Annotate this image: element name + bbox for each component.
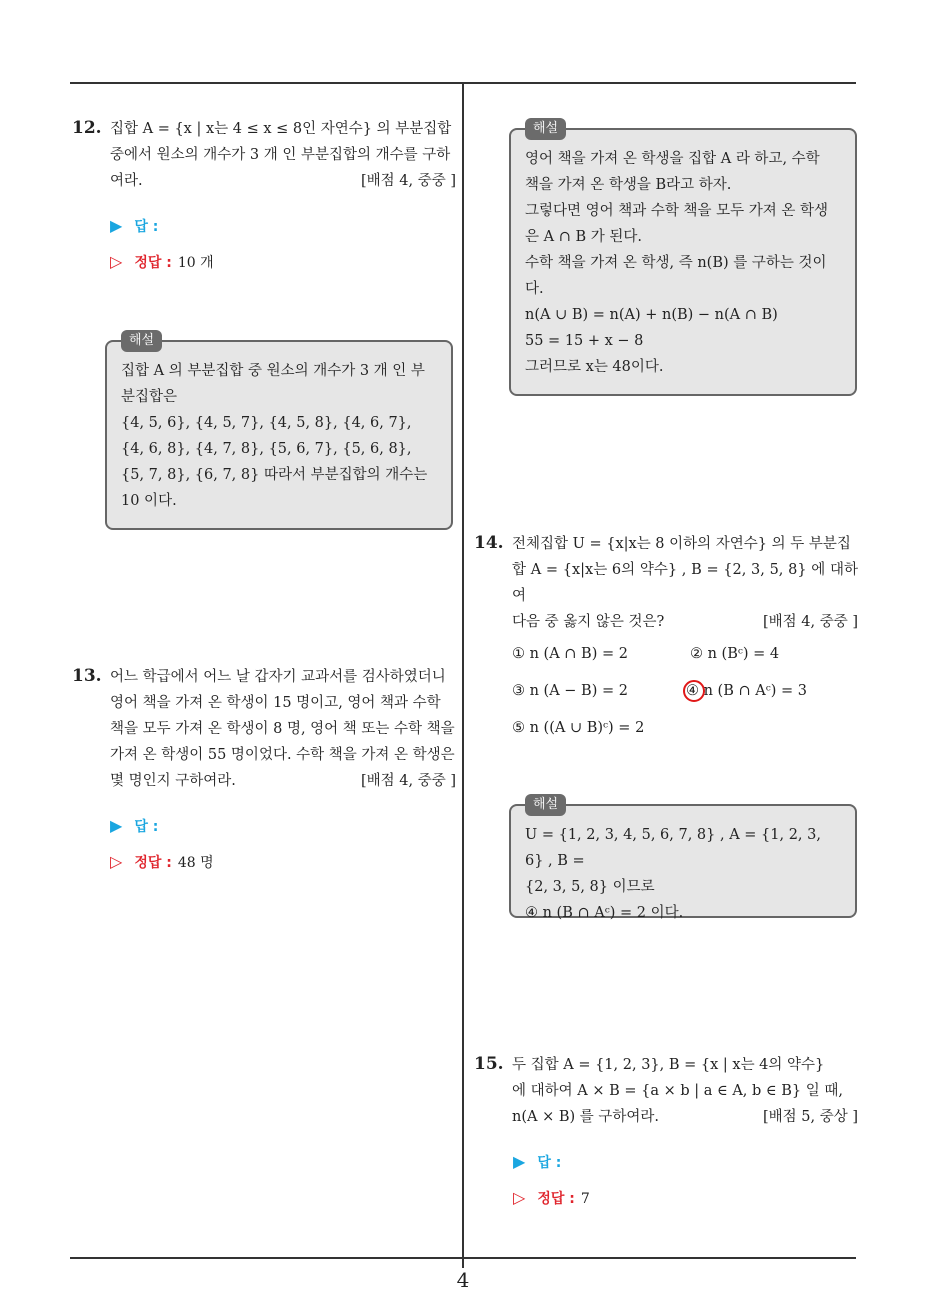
explanation-line: 10 이다. — [121, 493, 177, 509]
score-label: [배점 4, 중중 ] — [360, 173, 456, 189]
problem-text-line: 어느 학급에서 어느 날 갑자기 교과서를 검사하였더니 — [110, 669, 446, 685]
explanation-box — [509, 121, 857, 396]
problem-number: 12. — [72, 118, 102, 138]
outline-triangle-icon: ▷ — [513, 1188, 526, 1207]
explanation-line: 집합 A 의 부분집합 중 원소의 개수가 3 개 인 부 — [121, 363, 425, 379]
explanation-line: 수학 책을 가져 온 학생, 즉 n(B) 를 구하는 것이 — [525, 255, 827, 271]
problem-text-line: 집합 A = {x | x는 4 ≤ x ≤ 8인 자연수} 의 부분집합 — [110, 121, 452, 137]
problem-text-line: 합 A = {x|x는 6의 약수} , B = {2, 3, 5, 8} 에 대하여 — [512, 562, 858, 604]
problem-13 — [72, 664, 456, 794]
answer-label: 답 : — [134, 819, 159, 835]
explanation-line: 그러므로 x는 48이다. — [525, 359, 664, 375]
correct-answer-row — [110, 252, 214, 272]
play-triangle-icon: ▶ — [110, 216, 123, 235]
problem-14 — [474, 531, 858, 635]
correct-label: 정답 : — [134, 255, 172, 271]
explanation-line: 분집합은 — [121, 389, 178, 405]
problem-number: 14. — [474, 533, 504, 553]
bottom-rule — [70, 1257, 856, 1259]
problem-text-line: 몇 명인지 구하여라. — [110, 773, 236, 789]
problem-text-line: 에 대하여 A × B = {a × b | a ∈ A, b ∈ B} 일 때, — [512, 1083, 843, 1099]
explanation-tag: 해설 — [121, 330, 162, 352]
answer-row — [513, 1152, 561, 1172]
correct-answer-row — [513, 1188, 590, 1208]
column-divider — [462, 83, 464, 1268]
problem-15 — [474, 1052, 858, 1130]
answer-label: 답 : — [134, 219, 159, 235]
problem-text-line: 전체집합 U = {x|x는 8 이하의 자연수} 의 두 부분집 — [512, 536, 851, 552]
answer-row — [110, 216, 158, 236]
correct-label: 정답 : — [134, 855, 172, 871]
problem-text-line: 가져 온 학생이 55 명이었다. 수학 책을 가져 온 학생은 — [110, 747, 455, 763]
correct-answer-row — [110, 852, 214, 872]
problem-text-line: 영어 책을 가져 온 학생이 15 명이고, 영어 책과 수학 — [110, 695, 441, 711]
explanation-line: 55 = 15 + x − 8 — [525, 333, 644, 349]
explanation-line: 책을 가져 온 학생을 B라고 하자. — [525, 177, 732, 193]
answer-circle-mark — [683, 680, 705, 702]
correct-label: 정답 : — [537, 1191, 575, 1207]
explanation-line: 다. — [525, 281, 544, 297]
problem-text-line: n(A × B) 를 구하여라. — [512, 1109, 660, 1125]
explanation-line: U = {1, 2, 3, 4, 5, 6, 7, 8} , A = {1, 2, 3, 6} , B = — [525, 827, 821, 869]
answer-label: 답 : — [537, 1155, 562, 1171]
problem-12 — [72, 116, 456, 194]
explanation-line: {2, 3, 5, 8} 이므로 — [525, 879, 655, 895]
choice-3[interactable]: ③ n (A − B) = 2 — [512, 683, 628, 699]
play-triangle-icon: ▶ — [110, 816, 123, 835]
play-triangle-icon: ▶ — [513, 1152, 526, 1171]
explanation-tag: 해설 — [525, 794, 566, 816]
explanation-box — [105, 333, 453, 530]
correct-value: 48 명 — [177, 855, 214, 871]
problem-text-line: 두 집합 A = {1, 2, 3}, B = {x | x는 4의 약수} — [512, 1057, 825, 1073]
explanation-line: {4, 5, 6}, {4, 5, 7}, {4, 5, 8}, {4, 6, 7}, — [121, 415, 412, 431]
outline-triangle-icon: ▷ — [110, 252, 123, 271]
problem-number: 15. — [474, 1054, 504, 1074]
explanation-line: n(A ∪ B) = n(A) + n(B) − n(A ∩ B) — [525, 307, 778, 323]
score-label: [배점 4, 중중 ] — [360, 773, 456, 789]
problem-text-line: 다음 중 옳지 않은 것은? — [512, 614, 665, 630]
choice-1[interactable]: ① n (A ∩ B) = 2 — [512, 646, 628, 662]
problem-number: 13. — [72, 666, 102, 686]
choice-2[interactable]: ② n (Bᶜ) = 4 — [690, 646, 780, 662]
explanation-line: {4, 6, 8}, {4, 7, 8}, {5, 6, 7}, {5, 6, 8}, — [121, 441, 412, 457]
explanation-line: 그렇다면 영어 책과 수학 책을 모두 가져 온 학생 — [525, 203, 829, 219]
problem-text-line: 여라. — [110, 173, 143, 189]
explanation-line: ④ n (B ∩ Aᶜ) = 2 이다. — [525, 905, 684, 921]
explanation-line: {5, 7, 8}, {6, 7, 8} 따라서 부분집합의 개수는 — [121, 467, 428, 483]
choice-5[interactable]: ⑤ n ((A ∪ B)ᶜ) = 2 — [512, 720, 645, 736]
score-label: [배점 5, 중상 ] — [762, 1109, 858, 1125]
score-label: [배점 4, 중중 ] — [762, 614, 858, 630]
choice-4[interactable]: ④ n (B ∩ Aᶜ) = 3 — [686, 683, 807, 699]
explanation-line: 은 A ∩ B 가 된다. — [525, 229, 642, 245]
problem-text-line: 책을 모두 가져 온 학생이 8 명, 영어 책 또는 수학 책을 — [110, 721, 455, 737]
problem-text-line: 중에서 원소의 개수가 3 개 인 부분집합의 개수를 구하 — [110, 147, 451, 163]
choice-list — [512, 636, 858, 747]
explanation-line: 영어 책을 가져 온 학생을 집합 A 라 하고, 수학 — [525, 151, 820, 167]
correct-value: 7 — [580, 1191, 590, 1207]
explanation-tag: 해설 — [525, 118, 566, 140]
answer-row — [110, 816, 158, 836]
page-number: 4 — [456, 1268, 470, 1292]
explanation-box — [509, 797, 857, 921]
outline-triangle-icon: ▷ — [110, 852, 123, 871]
correct-value: 10 개 — [177, 255, 214, 271]
